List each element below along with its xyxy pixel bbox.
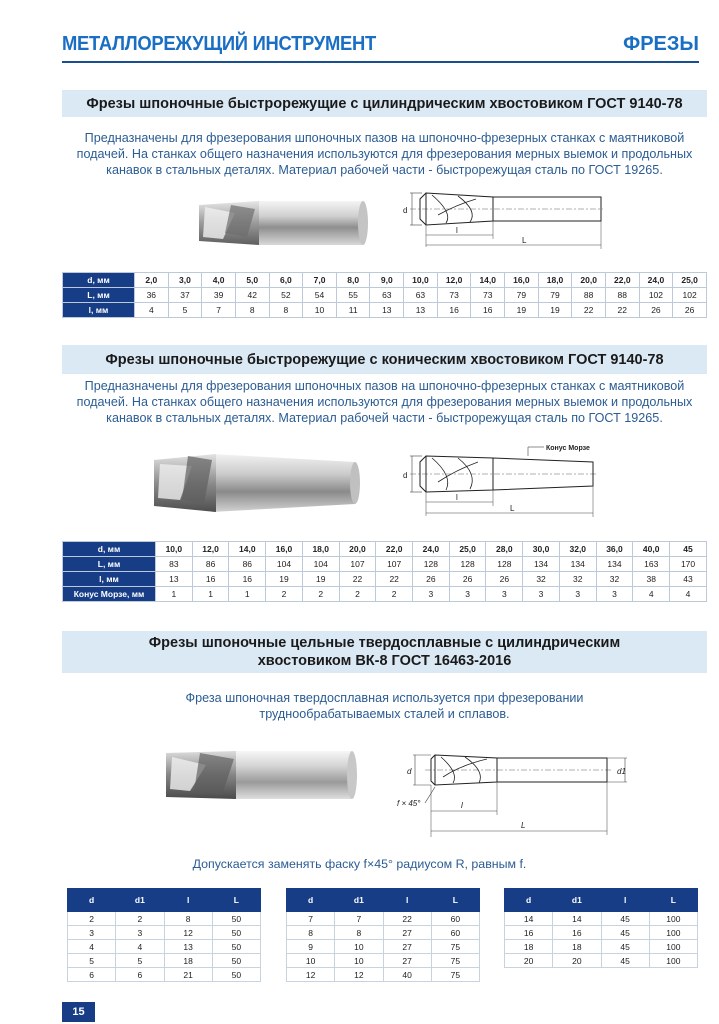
table-cell: 3 xyxy=(486,587,523,602)
table-cell: 14,0 xyxy=(471,273,505,288)
table-cell: 20 xyxy=(553,954,601,968)
table-cell: 19 xyxy=(505,303,539,318)
table-cell: 16 xyxy=(437,303,471,318)
table-cell: 16 xyxy=(229,572,266,587)
drawing-label-L: L xyxy=(521,821,526,830)
table-cell: 16 xyxy=(505,926,553,940)
carbide-size-table-3 xyxy=(504,888,698,968)
drawing-label-chamfer: f × 45° xyxy=(397,799,421,808)
section2-title: Фрезы шпоночные быстрорежущие с коническим хвостовиком ГОСТ 9140-78 xyxy=(62,345,707,374)
table-cell: 6,0 xyxy=(269,273,303,288)
table-cell: 16 xyxy=(553,926,601,940)
table-row xyxy=(68,954,261,968)
section1-title: Фрезы шпоночные быстрорежущие с цилиндрическим хвостовиком ГОСТ 9140-78 xyxy=(62,90,707,117)
column-header: d1 xyxy=(553,889,601,912)
table-cell: 12 xyxy=(335,968,383,982)
table-cell: 39 xyxy=(202,288,236,303)
table-cell: 45 xyxy=(601,912,649,926)
table-cell: 60 xyxy=(431,912,479,926)
table-cell: 22 xyxy=(376,572,413,587)
table-cell: 79 xyxy=(505,288,539,303)
table-cell: 20 xyxy=(505,954,553,968)
header-section-title: ФРЕЗЫ xyxy=(623,33,699,55)
table-cell: 14 xyxy=(553,912,601,926)
table-header-row xyxy=(287,889,480,912)
table-cell: 20,0 xyxy=(572,273,606,288)
table-cell: 86 xyxy=(229,557,266,572)
drawing-label-l: l xyxy=(456,493,458,502)
table-cell: 40 xyxy=(383,968,431,982)
table-row xyxy=(287,940,480,954)
table-cell: 10 xyxy=(335,954,383,968)
table-cell: 4 xyxy=(670,587,707,602)
column-header: l xyxy=(383,889,431,912)
table-cell: 22,0 xyxy=(605,273,639,288)
section2-desc-line: канавок в стальных деталях. Материал рабочей части - быстрорежущая сталь по ГОСТ 19265. xyxy=(106,411,663,425)
table-cell: 4 xyxy=(633,587,670,602)
drawing-label-l: l xyxy=(461,801,463,810)
table-row xyxy=(68,912,261,926)
table-row xyxy=(287,968,480,982)
table-cell: 5 xyxy=(68,954,116,968)
table-cell: 32 xyxy=(559,572,596,587)
table-cell: 9 xyxy=(287,940,335,954)
row-header: Конус Морзе, мм xyxy=(63,587,156,602)
table-cell: 10 xyxy=(303,303,337,318)
table-cell: 45 xyxy=(601,926,649,940)
table-cell: 3 xyxy=(68,926,116,940)
table-cell: 30,0 xyxy=(523,542,560,557)
table-cell: 134 xyxy=(559,557,596,572)
header-divider xyxy=(62,61,699,63)
section1-spec-table xyxy=(62,272,707,318)
section3-desc-line: труднообрабатываемых сталей и сплавов. xyxy=(259,707,510,721)
table-cell: 50 xyxy=(212,954,260,968)
drawing-label-L: L xyxy=(522,236,527,245)
table-cell: 14 xyxy=(505,912,553,926)
table-cell: 10,0 xyxy=(404,273,438,288)
table-cell: 75 xyxy=(431,940,479,954)
table-cell: 104 xyxy=(302,557,339,572)
table-cell: 3,0 xyxy=(168,273,202,288)
table-cell: 26 xyxy=(639,303,673,318)
table-cell: 50 xyxy=(212,968,260,982)
table-cell: 5 xyxy=(116,954,164,968)
table-cell: 2 xyxy=(339,587,376,602)
table-cell: 3 xyxy=(449,587,486,602)
table-cell: 86 xyxy=(192,557,229,572)
table-cell: 12 xyxy=(164,926,212,940)
table-cell: 75 xyxy=(431,968,479,982)
table-cell: 11 xyxy=(336,303,370,318)
table-cell: 50 xyxy=(212,926,260,940)
table-cell: 7 xyxy=(335,912,383,926)
table-cell: 12,0 xyxy=(192,542,229,557)
table-cell: 26 xyxy=(449,572,486,587)
table-cell: 88 xyxy=(572,288,606,303)
table-cell: 16 xyxy=(471,303,505,318)
table-cell: 134 xyxy=(523,557,560,572)
row-header: L, мм xyxy=(63,557,156,572)
table-cell: 16 xyxy=(192,572,229,587)
table-cell: 73 xyxy=(471,288,505,303)
chamfer-note: Допускается заменять фаску f×45° радиусом R, равным f. xyxy=(192,857,527,871)
table-cell: 73 xyxy=(437,288,471,303)
table-row xyxy=(287,912,480,926)
table-cell: 128 xyxy=(486,557,523,572)
section1-description xyxy=(62,130,707,178)
table-cell: 2 xyxy=(376,587,413,602)
column-header: d1 xyxy=(116,889,164,912)
drawing-label-d: d xyxy=(403,471,408,480)
table-cell: 10 xyxy=(287,954,335,968)
table-cell: 12,0 xyxy=(437,273,471,288)
table-cell: 7 xyxy=(287,912,335,926)
table-cell: 21 xyxy=(164,968,212,982)
cylindrical-shank-cutter-drawing xyxy=(398,185,618,253)
table-cell: 22 xyxy=(572,303,606,318)
table-cell: 100 xyxy=(649,940,697,954)
table-row xyxy=(505,926,698,940)
table-cell: 18 xyxy=(164,954,212,968)
table-cell: 107 xyxy=(376,557,413,572)
table-cell: 28,0 xyxy=(486,542,523,557)
section2-desc-line: Предназначены для фрезерования шпоночных пазов на шпоночно-фрезерных станках с маятниковой xyxy=(84,379,685,393)
table-cell: 5,0 xyxy=(235,273,269,288)
table-cell: 25,0 xyxy=(673,273,707,288)
table-cell: 1 xyxy=(229,587,266,602)
section3-title-line: Фрезы шпоночные цельные твердосплавные с цилиндрическим xyxy=(148,635,621,651)
table-cell: 2 xyxy=(302,587,339,602)
table-cell: 40,0 xyxy=(633,542,670,557)
table-cell: 24,0 xyxy=(639,273,673,288)
page-number: 15 xyxy=(62,1002,95,1022)
table-cell: 26 xyxy=(413,572,450,587)
section2-desc-line: подачей. На станках общего назначения используются для фрезерования мерных выемок и продольных xyxy=(76,395,693,409)
carbide-size-table-2 xyxy=(286,888,480,982)
table-cell: 19 xyxy=(266,572,303,587)
table-row xyxy=(63,587,707,602)
table-cell: 128 xyxy=(413,557,450,572)
table-cell: 50 xyxy=(212,940,260,954)
table-row xyxy=(287,954,480,968)
column-header: L xyxy=(431,889,479,912)
table-cell: 2 xyxy=(68,912,116,926)
column-header: d xyxy=(68,889,116,912)
section3-title xyxy=(62,631,707,673)
table-row xyxy=(68,968,261,982)
column-header: L xyxy=(649,889,697,912)
table-cell: 24,0 xyxy=(413,542,450,557)
table-cell: 22 xyxy=(339,572,376,587)
table-row xyxy=(287,926,480,940)
carbide-cutter-drawing xyxy=(395,745,635,840)
table-cell: 102 xyxy=(639,288,673,303)
table-cell: 2 xyxy=(116,912,164,926)
row-header: l, мм xyxy=(63,303,135,318)
drawing-label-d1: d1 xyxy=(617,767,626,776)
table-cell: 100 xyxy=(649,954,697,968)
drawing-label-d: d xyxy=(407,767,412,776)
table-cell: 38 xyxy=(633,572,670,587)
table-cell: 26 xyxy=(486,572,523,587)
table-cell: 170 xyxy=(670,557,707,572)
table-cell: 36,0 xyxy=(596,542,633,557)
table-cell: 1 xyxy=(156,587,193,602)
taper-shank-cutter-drawing xyxy=(398,440,608,520)
table-cell: 22,0 xyxy=(376,542,413,557)
table-row xyxy=(63,288,707,303)
table-row xyxy=(63,557,707,572)
row-header: l, мм xyxy=(63,572,156,587)
table-cell: 13 xyxy=(370,303,404,318)
section3-desc-line: Фреза шпоночная твердосплавная используется при фрезеровании xyxy=(185,691,584,705)
table-cell: 3 xyxy=(559,587,596,602)
table-cell: 22 xyxy=(605,303,639,318)
table-cell: 79 xyxy=(538,288,572,303)
table-row xyxy=(505,954,698,968)
table-cell: 83 xyxy=(156,557,193,572)
table-cell: 60 xyxy=(431,926,479,940)
column-header: L xyxy=(212,889,260,912)
table-cell: 54 xyxy=(303,288,337,303)
table-cell: 4 xyxy=(116,940,164,954)
table-cell: 52 xyxy=(269,288,303,303)
table-cell: 102 xyxy=(673,288,707,303)
table-cell: 6 xyxy=(116,968,164,982)
section3-description xyxy=(62,690,707,722)
table-cell: 3 xyxy=(523,587,560,602)
cylindrical-shank-cutter-photo xyxy=(195,193,370,253)
drawing-label-l: l xyxy=(456,226,458,235)
table-cell: 6 xyxy=(68,968,116,982)
table-cell: 88 xyxy=(605,288,639,303)
table-cell: 100 xyxy=(649,912,697,926)
section1-desc-line: Предназначены для фрезерования шпоночных пазов на шпоночно-фрезерных станках с маятниковой xyxy=(84,131,685,145)
table-cell: 18 xyxy=(505,940,553,954)
table-cell: 3 xyxy=(413,587,450,602)
table-cell: 16,0 xyxy=(266,542,303,557)
section3-title-line: хвостовиком ВК-8 ГОСТ 16463-2016 xyxy=(257,653,512,669)
table-cell: 8 xyxy=(164,912,212,926)
section2-spec-table xyxy=(62,541,707,602)
table-cell: 63 xyxy=(404,288,438,303)
table-cell: 12 xyxy=(287,968,335,982)
table-cell: 4 xyxy=(68,940,116,954)
table-cell: 14,0 xyxy=(229,542,266,557)
table-cell: 25,0 xyxy=(449,542,486,557)
table-cell: 8 xyxy=(235,303,269,318)
table-cell: 3 xyxy=(596,587,633,602)
table-cell: 100 xyxy=(649,926,697,940)
table-cell: 45 xyxy=(601,954,649,968)
table-row xyxy=(68,940,261,954)
table-cell: 19 xyxy=(302,572,339,587)
table-cell: 7,0 xyxy=(303,273,337,288)
table-row xyxy=(63,273,707,288)
table-cell: 128 xyxy=(449,557,486,572)
table-row xyxy=(63,303,707,318)
table-cell: 37 xyxy=(168,288,202,303)
table-cell: 8 xyxy=(335,926,383,940)
table-row xyxy=(68,926,261,940)
table-cell: 63 xyxy=(370,288,404,303)
table-cell: 3 xyxy=(116,926,164,940)
table-row xyxy=(505,940,698,954)
table-cell: 45 xyxy=(670,542,707,557)
table-cell: 9,0 xyxy=(370,273,404,288)
taper-shank-cutter-photo xyxy=(150,448,365,518)
table-cell: 26 xyxy=(673,303,707,318)
row-header: d, мм xyxy=(63,273,135,288)
table-cell: 2,0 xyxy=(135,273,169,288)
table-cell: 18,0 xyxy=(302,542,339,557)
table-cell: 42 xyxy=(235,288,269,303)
morse-taper-label: Конус Морзе xyxy=(546,445,590,452)
table-cell: 50 xyxy=(212,912,260,926)
column-header: d xyxy=(505,889,553,912)
table-row xyxy=(505,912,698,926)
section1-desc-line: подачей. На станках общего назначения используются для фрезерования мерных выемок и продольных xyxy=(76,147,693,161)
drawing-label-d: d xyxy=(403,206,408,215)
table-cell: 1 xyxy=(192,587,229,602)
table-cell: 13 xyxy=(164,940,212,954)
table-cell: 10 xyxy=(335,940,383,954)
table-cell: 107 xyxy=(339,557,376,572)
carbide-cutter-photo xyxy=(160,745,360,805)
header-title: МЕТАЛЛОРЕЖУЩИЙ ИНСТРУМЕНТ xyxy=(62,33,377,55)
table-cell: 27 xyxy=(383,940,431,954)
table-cell: 134 xyxy=(596,557,633,572)
table-cell: 18,0 xyxy=(538,273,572,288)
column-header: l xyxy=(601,889,649,912)
column-header: d xyxy=(287,889,335,912)
table-cell: 22 xyxy=(383,912,431,926)
table-cell: 4 xyxy=(135,303,169,318)
table-cell: 20,0 xyxy=(339,542,376,557)
table-cell: 8 xyxy=(287,926,335,940)
table-cell: 4,0 xyxy=(202,273,236,288)
table-header-row xyxy=(505,889,698,912)
table-cell: 16,0 xyxy=(505,273,539,288)
table-cell: 55 xyxy=(336,288,370,303)
table-cell: 36 xyxy=(135,288,169,303)
table-row xyxy=(63,542,707,557)
table-cell: 27 xyxy=(383,926,431,940)
row-header: L, мм xyxy=(63,288,135,303)
table-cell: 32 xyxy=(523,572,560,587)
table-header-row xyxy=(68,889,261,912)
table-cell: 32,0 xyxy=(559,542,596,557)
table-cell: 32 xyxy=(596,572,633,587)
row-header: d, мм xyxy=(63,542,156,557)
table-cell: 8 xyxy=(269,303,303,318)
table-cell: 8,0 xyxy=(336,273,370,288)
table-row xyxy=(63,572,707,587)
table-cell: 104 xyxy=(266,557,303,572)
table-cell: 2 xyxy=(266,587,303,602)
carbide-size-table-1 xyxy=(67,888,261,982)
table-cell: 75 xyxy=(431,954,479,968)
column-header: d1 xyxy=(335,889,383,912)
table-cell: 18 xyxy=(553,940,601,954)
table-cell: 43 xyxy=(670,572,707,587)
section2-description xyxy=(62,378,707,426)
section1-desc-line: канавок в стальных деталях. Материал рабочей части - быстрорежущая сталь по ГОСТ 19265. xyxy=(106,163,663,177)
table-cell: 13 xyxy=(404,303,438,318)
table-cell: 163 xyxy=(633,557,670,572)
table-cell: 10,0 xyxy=(156,542,193,557)
table-cell: 45 xyxy=(601,940,649,954)
table-cell: 13 xyxy=(156,572,193,587)
drawing-label-L: L xyxy=(510,504,515,513)
table-cell: 7 xyxy=(202,303,236,318)
table-cell: 5 xyxy=(168,303,202,318)
column-header: l xyxy=(164,889,212,912)
table-cell: 27 xyxy=(383,954,431,968)
table-cell: 19 xyxy=(538,303,572,318)
